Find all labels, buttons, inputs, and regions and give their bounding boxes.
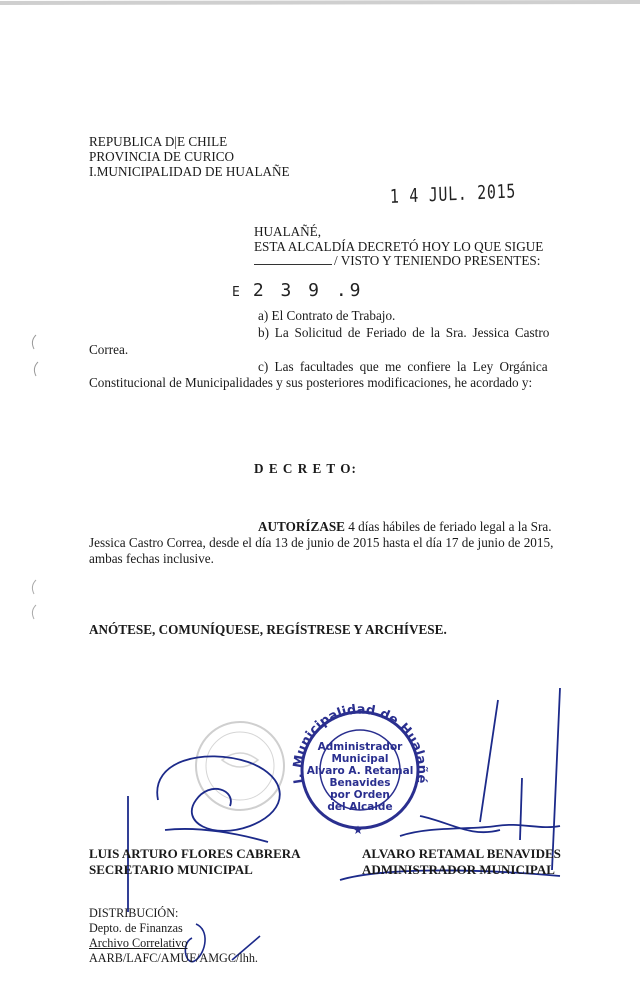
header-province: PROVINCIA DE CURICO xyxy=(89,149,235,164)
left-signature xyxy=(128,756,280,912)
body-line-1-text: 4 días hábiles de feriado legal a la Sra. xyxy=(344,519,552,534)
body-line-2: Jessica Castro Correa, desde el día 13 de junio de 2015 hasta el día 17 de junio de 2015, xyxy=(89,535,554,550)
distribution-initials: AARB/LAFC/AMUF/AMGC/lhh. xyxy=(89,951,258,965)
place-label: HUALAÑÉ, xyxy=(254,224,322,239)
header-republic: REPUBLICA D|E CHILE xyxy=(89,134,228,149)
consideration-b: b) La Solicitud de Feriado de la Sra. Jessica Castro xyxy=(258,325,550,340)
seal-star-icon: ★ xyxy=(352,823,364,837)
authorize-keyword: AUTORÍZASE xyxy=(258,519,345,534)
signatory-right-title: ADMINISTRADOR MUNICIPAL xyxy=(362,862,555,877)
decree-number-value: 2 3 9 .9 xyxy=(252,280,364,301)
alcaldia-statement: ESTA ALCALDÍA DECRETÓ HOY LO QUE SIGUE xyxy=(254,239,544,254)
seal-line-1: Administrador xyxy=(317,741,403,753)
seal-line-4: Benavides xyxy=(329,777,391,789)
consideration-c-cont: Constitucional de Municipalidades y sus posteriores modificaciones, he acordado y: xyxy=(89,375,533,390)
visto-label: / VISTO Y TENIENDO PRESENTES: xyxy=(334,253,541,268)
seal-ring-text: I. Municipalidad de Hualañé xyxy=(290,702,430,785)
body-line-3: ambas fechas inclusive. xyxy=(89,551,214,566)
distribution-item-finance: Depto. de Finanzas xyxy=(89,921,183,935)
seal-line-2: Municipal xyxy=(331,753,389,765)
consideration-c: c) Las facultades que me confiere la Ley Orgánica xyxy=(258,359,548,374)
seal-line-3: Alvaro A. Retamal xyxy=(306,765,414,777)
signatory-left-title: SECRETARIO MUNICIPAL xyxy=(89,862,253,877)
header-municipality: I.MUNICIPALIDAD DE HUALAÑE xyxy=(89,164,290,179)
date-stamp: 1 4 JUL. 2015 xyxy=(389,180,517,208)
municipal-seal xyxy=(291,703,429,837)
seal-line-6: del Alcalde xyxy=(327,801,393,813)
distribution-title: DISTRIBUCIÓN: xyxy=(89,906,179,920)
decree-prefix: E xyxy=(232,285,243,300)
consideration-a: a) El Contrato de Trabajo. xyxy=(258,308,396,323)
closing-formula: ANÓTESE, COMUNÍQUESE, REGÍSTRESE Y ARCHÍVESE. xyxy=(89,622,447,637)
seal-line-5: por Orden xyxy=(330,789,390,801)
consideration-b-cont: Correa. xyxy=(89,342,129,357)
decreto-title: D E C R E T O: xyxy=(254,461,357,476)
signatory-left-name: LUIS ARTURO FLORES CABRERA xyxy=(89,846,301,861)
secretary-seal xyxy=(196,722,284,810)
distribution-item-archive: Archivo Correlativo xyxy=(89,936,188,950)
signatory-right-name: ALVARO RETAMAL BENAVIDES xyxy=(362,846,561,861)
